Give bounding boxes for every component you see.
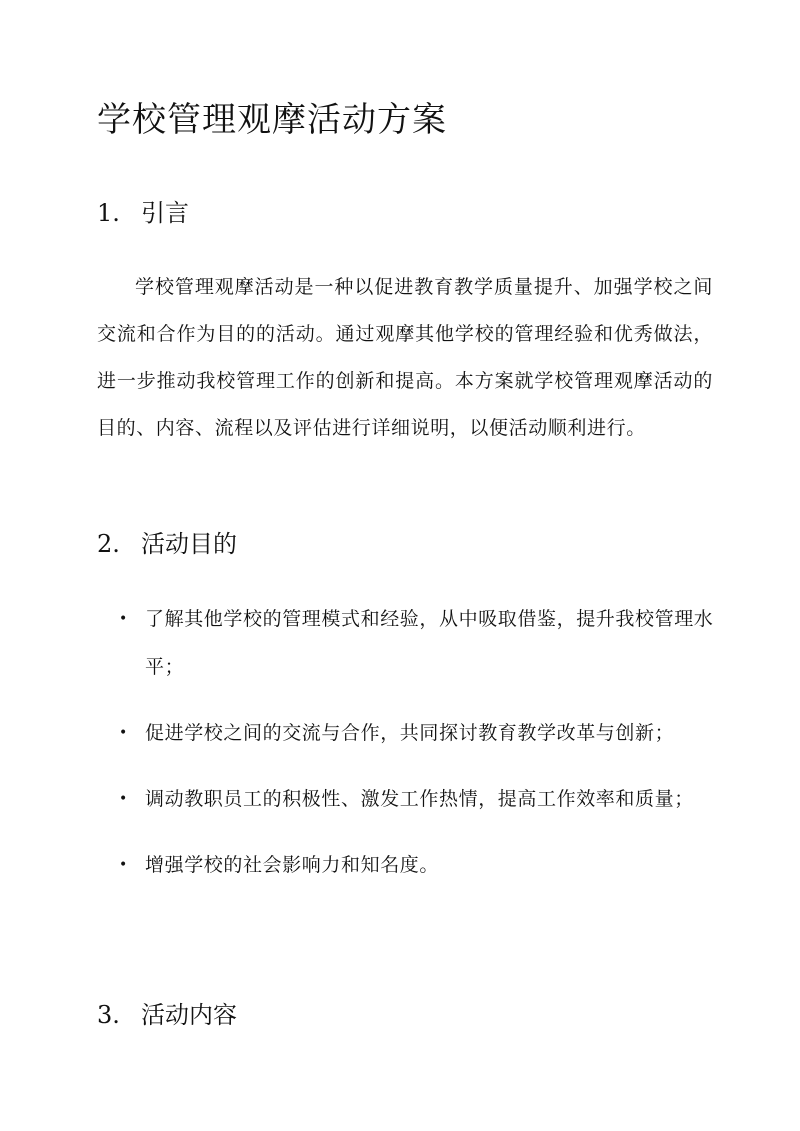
list-item (97, 841, 717, 889)
section-heading-purpose (97, 527, 237, 561)
introduction-paragraph: 学校管理观摩活动是一种以促进教育教学质量提升、加强学校之间交流和合作为目的的活动。通过观摩其他学校的管理经验和优秀做法，进一步推动我校管理工作的创新和提高。本方案就学校管理观摩活动的目的、内容、流程以及评估进行详细说明，以便活动顺利进行。 (97, 276, 713, 439)
section-heading-content (97, 998, 237, 1032)
section-title: 引言 (141, 199, 189, 227)
document-title: 学校管理观摩活动方案 (97, 100, 447, 140)
list-item (97, 709, 717, 757)
list-item (97, 775, 717, 823)
section-number: 1. (97, 199, 120, 227)
list-item-text: 调动教职员工的积极性、激发工作热情，提高工作效率和质量； (145, 788, 694, 810)
bullet-icon: • (119, 857, 128, 873)
list-item-text: 增强学校的社会影响力和知名度。 (145, 854, 440, 876)
section-title: 活动内容 (141, 1001, 237, 1029)
list-item-text: 促进学校之间的交流与合作，共同探讨教育教学改革与创新； (145, 722, 675, 744)
list-item-text: 了解其他学校的管理模式和经验，从中吸取借鉴，提升我校管理水平； (145, 608, 714, 678)
bullet-icon: • (119, 791, 128, 807)
section-heading-introduction (97, 196, 189, 230)
section-number: 3. (97, 1001, 120, 1029)
bullet-icon: • (119, 725, 128, 741)
section-number: 2. (97, 530, 120, 558)
list-item (97, 595, 717, 691)
section-title: 活动目的 (141, 530, 237, 558)
purpose-list (97, 595, 717, 907)
bullet-icon: • (119, 611, 128, 627)
